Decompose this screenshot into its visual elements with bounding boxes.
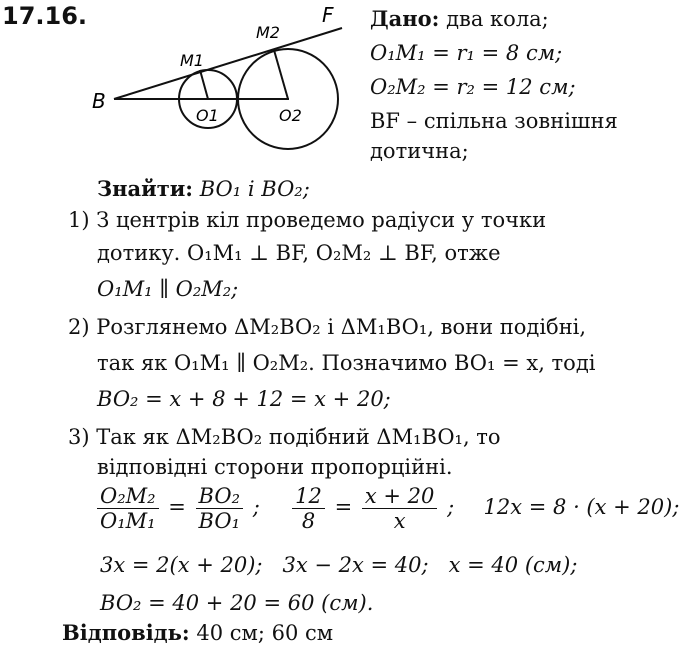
step-1-line-1: 1) З центрів кіл проведемо радіуси у точки [68,208,547,232]
radius-o1m1 [200,70,208,99]
proportion-line [94,484,679,533]
fraction-denominator: x [393,509,406,533]
equation-12x: 12x = 8 · (x + 20); [483,495,680,519]
separator: ; [252,495,260,519]
fraction-o2m2-o1m1 [97,484,159,533]
fraction-bo2-bo1 [196,484,243,533]
given-heading: Дано: [370,6,440,31]
fraction-numerator: 12 [292,484,325,509]
given-line-4: дотична; [370,139,469,163]
equals-sign: = [168,495,186,519]
label-b: B [92,89,106,113]
fraction-denominator: O₁M₁ [100,509,156,533]
given-heading-text: два кола; [446,7,549,31]
fraction-numerator: O₂M₂ [97,484,159,509]
separator: ; [447,495,455,519]
fraction-x20-x [362,484,438,533]
step-2-line-3: BO₂ = x + 8 + 12 = x + 20; [97,387,391,411]
find-line [97,176,310,202]
equals-sign: = [334,495,353,519]
tangent-line-bf [114,28,342,99]
label-f: F [322,3,334,27]
fraction-numerator: x + 20 [362,484,438,509]
step-3-line-1: 3) Так як ΔM₂BO₂ подібний ΔM₁BO₁, то [68,425,501,449]
step-2-line-1: 2) Розглянемо ΔM₂BO₂ і ΔM₁BO₁, вони подібні, [68,315,587,339]
find-text: BO₁ і BO₂; [199,177,310,201]
answer-line [62,620,333,646]
problem-number: 17.16. [2,2,88,30]
answer-text: 40 см; 60 см [196,621,334,645]
step-1-line-3: O₁M₁ ∥ O₂M₂; [97,277,239,301]
given-line-3: BF – спільна зовнішня [370,109,618,133]
step-3-line-4: 3x = 2(x + 20); 3x − 2x = 40; x = 40 (см); [100,553,578,577]
given-line-2: O₂M₂ = r₂ = 12 см; [370,75,576,99]
given-line-1: O₁M₁ = r₁ = 8 см; [370,41,563,65]
step-3-line-5: BO₂ = 40 + 20 = 60 (см). [100,591,374,615]
label-o1: O1 [196,106,219,125]
geometry-figure [80,0,365,170]
answer-label: Відповідь: [62,620,190,645]
step-1-line-2: дотику. O₁M₁ ⊥ BF, O₂M₂ ⊥ BF, отже [97,241,501,265]
label-o2: O2 [279,106,302,125]
fraction-denominator: 8 [301,509,316,533]
fraction-denominator: BO₁ [198,509,241,533]
label-m1: M1 [180,51,204,70]
fraction-12-8 [292,484,325,533]
given-heading-line [370,6,549,32]
find-heading: Знайти: [97,176,194,201]
label-m2: M2 [256,23,280,42]
radius-o2m2 [274,50,288,99]
fraction-numerator: BO₂ [196,484,243,509]
step-2-line-2: так як O₁M₁ ∥ O₂M₂. Позначимо BO₁ = x, тоді [97,351,596,375]
step-3-line-2: відповідні сторони пропорційні. [97,455,453,479]
